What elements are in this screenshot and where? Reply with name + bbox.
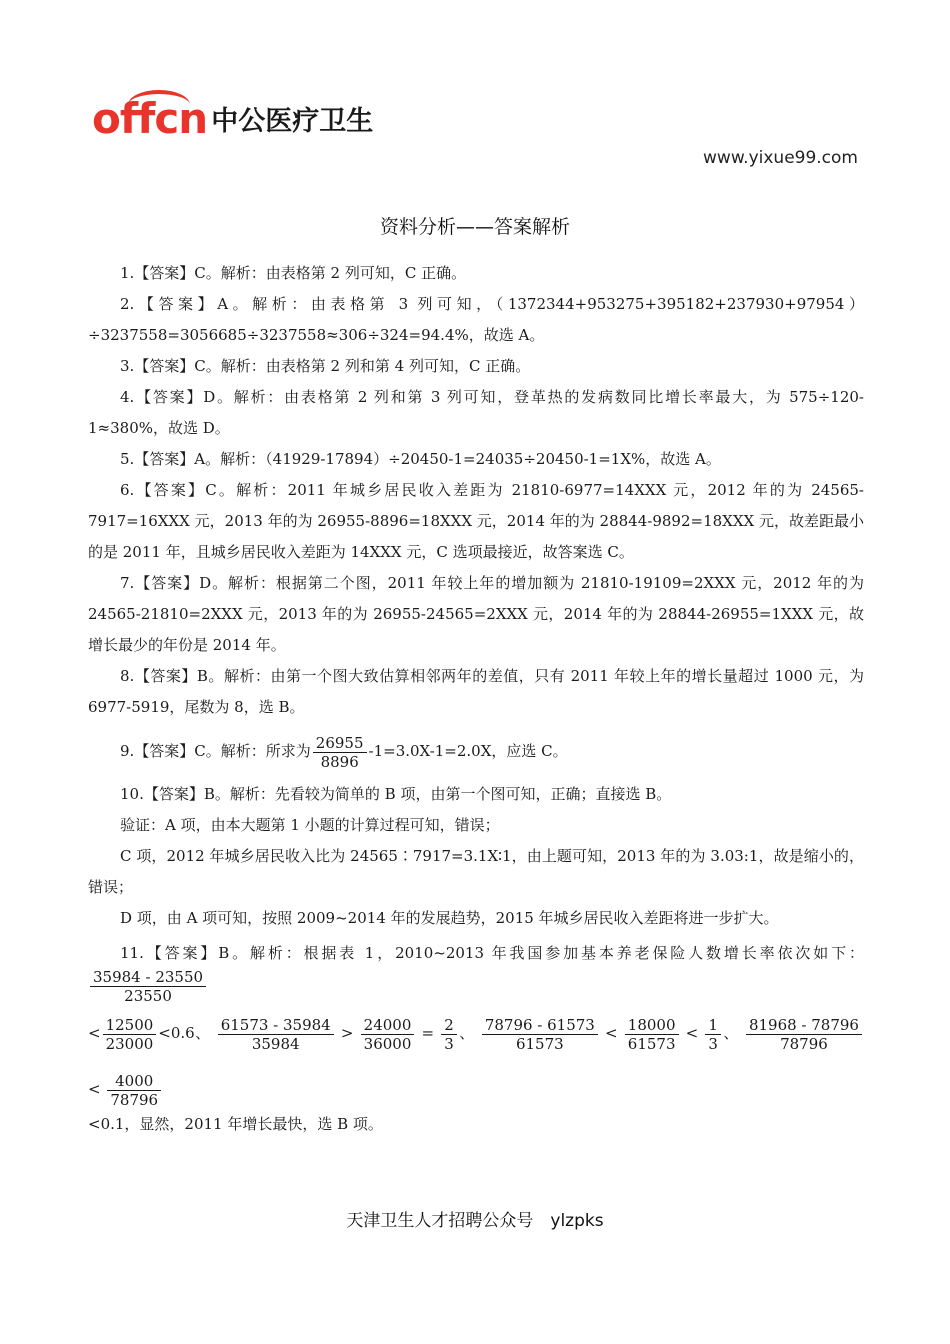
operator: > [340,1024,354,1042]
logo-en-text: offcn [92,94,208,143]
answer-5: 5.【答案】A。解析：（41929-17894）÷20450-1=24035÷20450-1=1X%，故选 A。 [120,450,721,468]
fraction-numerator: 24000 [361,1016,415,1035]
formula-text: <0.6、 [158,1024,211,1042]
fraction-numerator: 26955 [313,734,367,753]
fraction-denominator: 61573 [515,1034,564,1053]
fraction-denominator: 78796 [110,1090,159,1109]
fraction [705,1016,721,1053]
answer-2: 2.【答案】A。解析：由表格第 3 列可知，（1372344+953275+395182+237930+97954）÷3237558=3056685÷3237558≈306÷324=94.4%，故选 A。 [88,295,864,344]
footer-text: 天津卫生人才招聘公众号 ylzpks [346,1211,604,1231]
operator: < [88,1080,101,1098]
answer-6: 6.【答案】C。解析：2011 年城乡居民收入差距为 21810-6977=14XXX 元，2012 年的为 24565-7917=16XXX 元，2013 年的为 26955-8896=18XXX 元，2014 年的为 28844-9892=18XXX 元，故差距最小的是 2011 年，且城乡居民收入差距为 14XXX 元，C 选项最接近，故答案选 C。 [88,481,864,561]
fraction-numerator: 4000 [107,1072,161,1091]
fraction [482,1016,598,1053]
fraction [90,968,206,1005]
fraction-denominator: 61573 [627,1034,676,1053]
fraction-denominator: 23550 [124,987,172,1005]
fraction-denominator: 8896 [320,752,359,771]
fraction-numerator: 2 [441,1016,457,1035]
logo-cn-text: 中公医疗卫生 [211,105,374,137]
fraction [218,1016,334,1053]
fraction-numerator: 18000 [625,1016,679,1035]
answer-11-lead: 11.【答案】B。解析：根据表 1，2010~2013 年我国参加基本养老保险人数增长率依次如下： [120,944,864,962]
answer-1: 1.【答案】C。解析：由表格第 2 列可知，C 正确。 [120,264,467,282]
fraction-numerator: 1 [705,1016,721,1035]
fraction-denominator: 36000 [363,1034,412,1053]
fraction-numerator: 81968 - 78796 [746,1016,862,1035]
fraction-numerator: 78796 - 61573 [482,1016,598,1035]
fraction-denominator: 3 [708,1034,718,1053]
fraction [746,1016,862,1053]
answer-11-tail: <0.1，显然，2011 年增长最快，选 B 项。 [88,1115,383,1133]
answer-4: 4.【答案】D。解析：由表格第 2 列和第 3 列可知，登革热的发病数同比增长率最大，为 575÷120-1≈380%，故选 D。 [88,388,864,437]
operator: < [685,1024,699,1042]
answer-10-verify-a: 验证：A 项，由本大题第 1 小题的计算过程可知，错误； [120,816,500,834]
answer-8: 8.【答案】B。解析：由第一个图大致估算相邻两年的差值，只有 2011 年较上年的增长量超过 1000 元，为 6977-5919，尾数为 8，选 B。 [88,667,864,716]
fraction [441,1016,457,1053]
fraction-denominator: 23000 [105,1034,154,1053]
page-title: 资料分析——答案解析 [379,216,570,238]
answer-9-tail: -1=3.0X-1=2.0X，应选 C。 [368,742,568,760]
fraction-numerator: 12500 [103,1016,157,1035]
answer-body [88,258,864,1140]
answer-10: 10.【答案】B。解析：先看较为简单的 B 项，由第一个图可知，正确；直接选 B。 [120,785,672,803]
fraction-numerator: 35984 - 23550 [90,968,206,987]
site-url: www.yixue99.com [703,148,858,168]
separator: 、 [722,1024,739,1042]
operator: < [88,1024,101,1042]
answer-9 [88,723,864,779]
fraction-denominator: 3 [444,1034,454,1053]
answer-10-verify-d: D 项，由 A 项可知，按照 2009~2014 年的发展趋势，2015 年城乡居民收入差距将进一步扩大。 [120,909,779,927]
logo-arc-icon [128,90,190,120]
fraction-denominator: 78796 [780,1034,828,1053]
answer-7: 7.【答案】D。解析：根据第二个图，2011 年较上年的增加额为 21810-19109=2XXX 元，2012 年的为 24565-21810=2XXX 元，2013 年的为 26955-24565=2XXX 元，2014 年的为 28844-26955=1XXX 元，故增长最少的年份是 2014 年。 [88,574,864,654]
logo-wordmark [92,94,208,143]
operator: < [605,1024,618,1042]
fraction-denominator: 35984 [251,1034,300,1053]
fraction-numerator: 61573 - 35984 [218,1016,334,1035]
offcn-logo [92,94,374,143]
fraction [313,734,367,771]
answer-10-verify-c: C 项，2012 年城乡居民收入比为 24565∶7917=3.1X∶1，由上题可知，2013 年的为 3.03:1，故是缩小的，错误； [88,847,864,896]
separator: 、 [458,1024,475,1042]
operator: = [421,1024,435,1042]
answer-9-lead: 9.【答案】C。解析：所求为 [120,742,311,760]
answer-3: 3.【答案】C。解析：由表格第 2 列和第 4 列可知，C 正确。 [120,357,531,375]
fraction [107,1072,161,1109]
fraction [625,1016,679,1053]
answer-11 [88,938,864,1005]
fraction [103,1016,157,1053]
answer-11-formula [88,1005,864,1117]
fraction [361,1016,415,1053]
